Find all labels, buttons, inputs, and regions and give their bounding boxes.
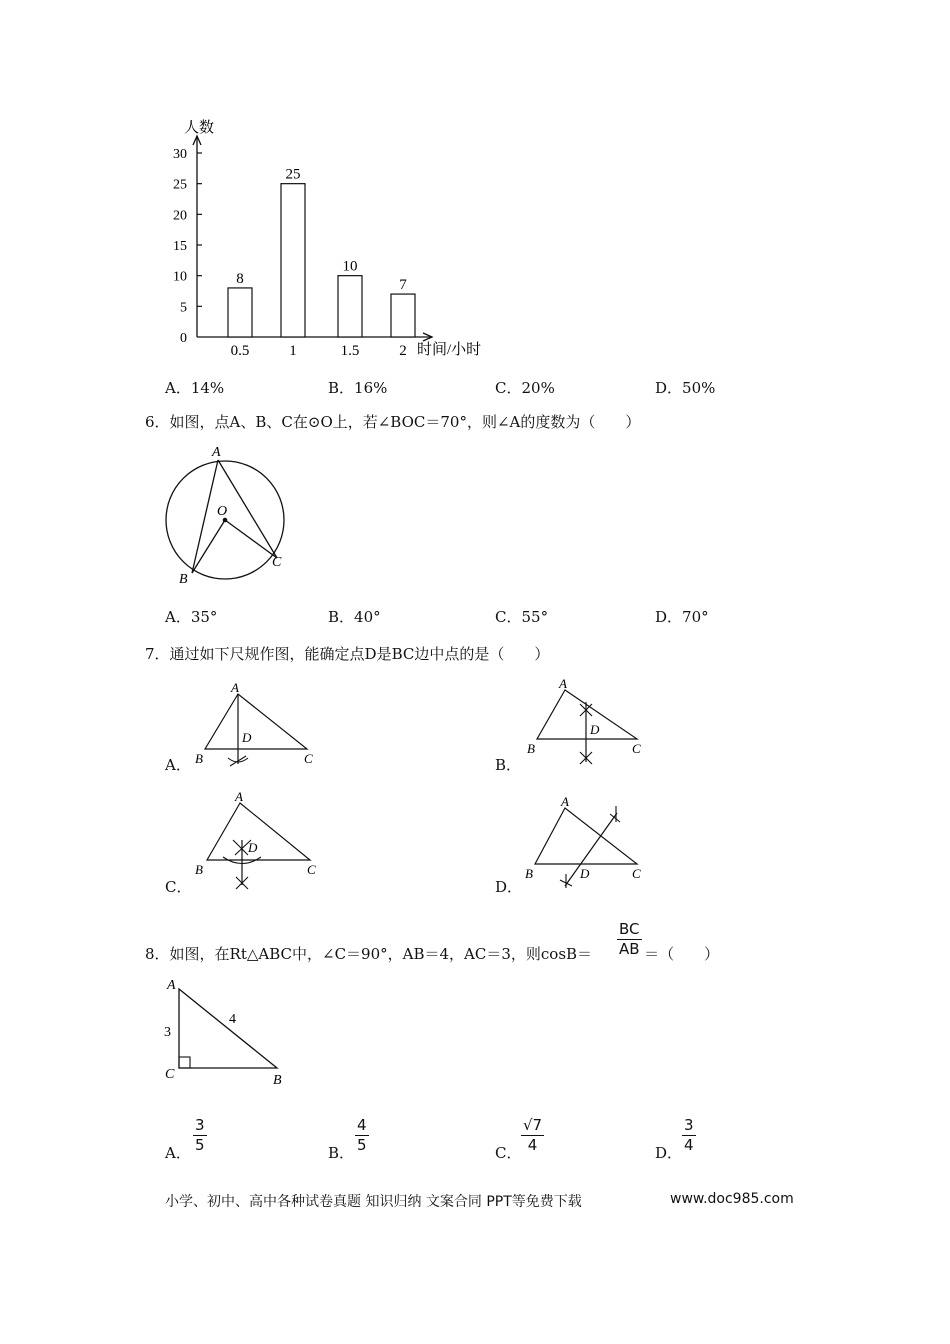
q6-circle-figure (155, 440, 295, 590)
q7-option-a-label: A． (165, 756, 191, 774)
svg-text:D: D (580, 866, 590, 881)
svg-text:A: A (167, 978, 176, 993)
svg-text:D: D (242, 730, 252, 745)
q8-option-c-label: C． (495, 1144, 522, 1162)
bar-value-label: 25 (285, 166, 301, 183)
svg-text:4: 4 (229, 1012, 236, 1027)
bar-value-label: 8 (236, 270, 244, 287)
q8-option-d-fraction: 3 4 (684, 1116, 694, 1154)
y-tick-label: 15 (173, 239, 187, 254)
q6-option-d: D．70° (655, 608, 709, 626)
svg-text:A: A (235, 789, 243, 804)
q8-option-c-fraction: √7 4 (523, 1116, 543, 1154)
q6-stem: 6．如图，点A、B、C在⊙O上，若∠BOC＝70°，则∠A的度数为（ ） (145, 413, 641, 431)
q5-option-c: C．20% (495, 379, 555, 397)
svg-text:A: A (559, 676, 567, 691)
bar-value-label: 10 (342, 258, 358, 275)
chord-ab (192, 460, 218, 573)
q7-figure-a (190, 676, 330, 771)
svg-text:C: C (632, 741, 641, 756)
q7-figure-c (190, 785, 330, 890)
q7-option-c-label: C． (165, 878, 192, 896)
x-tick-label: 1.5 (340, 343, 360, 359)
q6-option-a: A．35° (165, 608, 218, 626)
label-b: B (179, 572, 188, 587)
svg-text:B: B (527, 741, 535, 756)
y-tick-label: 10 (173, 269, 187, 285)
q8-option-b-label: B． (328, 1144, 355, 1162)
bar (391, 294, 415, 337)
svg-text:D: D (590, 722, 600, 737)
q8-stem-fraction: BC AB (618, 920, 640, 958)
y-tick-label: 0 (180, 331, 187, 346)
q7-figure-b (520, 672, 660, 772)
svg-text:B: B (273, 1073, 282, 1088)
x-tick-label: 1 (289, 343, 297, 359)
svg-text:A: A (561, 794, 569, 809)
bar (228, 288, 252, 337)
q8-option-a-fraction: 3 5 (195, 1116, 205, 1154)
label-o: O (217, 504, 228, 519)
y-tick-label: 5 (180, 300, 187, 316)
label-a: A (212, 445, 221, 460)
q5-option-d: D．50% (655, 379, 716, 397)
radius-ob (192, 520, 225, 573)
svg-text:C: C (632, 866, 641, 881)
svg-text:D: D (248, 840, 258, 855)
svg-text:C: C (165, 1067, 175, 1082)
y-tick-label: 25 (173, 177, 187, 193)
q7-option-d-label: D． (495, 878, 523, 896)
label-c: C (272, 555, 282, 570)
y-axis-label: 人数 (184, 120, 215, 136)
q8-option-d-label: D． (655, 1144, 683, 1162)
q7-option-b-label: B． (495, 756, 522, 774)
svg-text:B: B (195, 862, 203, 877)
q7-figure-d (520, 788, 660, 893)
svg-text:B: B (195, 751, 203, 766)
q8-option-b-fraction: 4 5 (357, 1116, 367, 1154)
y-tick-label: 30 (173, 147, 187, 162)
bar (338, 276, 362, 337)
svg-text:C: C (307, 862, 316, 877)
footer-url: www.doc985.com (670, 1191, 794, 1207)
q6-option-c: C．55° (495, 608, 549, 626)
x-axis-label: 时间/小时 (417, 342, 482, 358)
svg-text:A: A (231, 680, 239, 695)
x-tick-label: 0.5 (230, 343, 250, 359)
bar (281, 184, 305, 337)
bar-chart (150, 110, 510, 365)
footer-text: 小学、初中、高中各种试卷真题 知识归纳 文案合同 PPT等免费下载 (165, 1194, 582, 1210)
y-tick-label: 20 (173, 208, 187, 224)
q5-option-b: B．16% (328, 379, 388, 397)
q8-triangle-figure (155, 975, 305, 1090)
svg-text:B: B (525, 866, 533, 881)
svg-text:C: C (304, 751, 313, 766)
q5-option-a: A．14% (165, 379, 225, 397)
q7-stem: 7．通过如下尺规作图，能确定点D是BC边中点的是（ ） (145, 645, 550, 663)
right-angle-mark (179, 1057, 190, 1068)
q8-stem: 8．如图，在Rt△ABC中，∠C＝90°，AB＝4，AC＝3，则cosB＝ ＝（ ） (145, 945, 720, 963)
q6-option-b: B．40° (328, 608, 381, 626)
bar-value-label: 7 (399, 277, 407, 294)
radius-oc (225, 520, 277, 558)
q8-option-a-label: A． (165, 1144, 191, 1162)
x-tick-label: 2 (399, 343, 407, 359)
svg-text:3: 3 (164, 1025, 171, 1040)
